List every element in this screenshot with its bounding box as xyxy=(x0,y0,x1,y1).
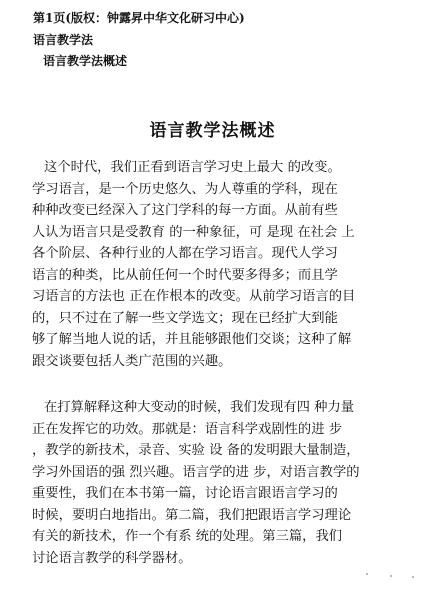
paragraph-1 xyxy=(32,157,402,372)
text-line: 习语言的方法也 正在作根本的改变。从前学习语言的目 xyxy=(32,289,356,304)
text-line: 够了解当地人说的话，并且能够跟他们交谈；这种了解 xyxy=(32,332,352,347)
chapter-title-line: 语言教学法概述 xyxy=(43,54,128,68)
scan-speck xyxy=(366,573,368,575)
scan-speck xyxy=(390,575,392,577)
text-line: 语言的种类，比从前任何一个时代要多得多；而且学 xyxy=(32,267,338,283)
scan-speck xyxy=(412,576,414,578)
text-line: 学习外国语的强 烈兴趣。语言学的进 步，对语言教学的 xyxy=(32,464,360,480)
text-line: 时候，要明白地指出。第二篇，我们把跟语言学习理论 xyxy=(32,507,352,523)
text-line: 跟交谈要包括人类广范围的兴趣。 xyxy=(32,353,232,369)
text-line: 种种改变已经深入了这门学科的每一方面。从前有些 xyxy=(32,203,338,218)
text-line: 这个时代，我们正看到语言学习史上最大 的改变。 xyxy=(44,160,341,175)
page-copyright-line: 第1页(版权：钟露昇中华文化研习中心) xyxy=(33,11,245,25)
book-title: 语言教学法 xyxy=(33,32,94,47)
text-line: 学习语言，是一个历史悠久、为人尊重的学科，现在 xyxy=(32,181,338,197)
text-line: 讨论语言教学的科学器材。 xyxy=(32,550,192,566)
text-line: 重要性，我们在本书第一篇，讨论语言跟语言学习的 xyxy=(32,486,338,501)
page-header xyxy=(33,8,245,73)
text-line: 有关的新技术，作一个有系 统的处理。第三篇，我们 xyxy=(32,529,343,544)
article-body xyxy=(32,157,402,569)
text-line: 的，只不过在了解一些文学选文；现在已经扩大到能 xyxy=(32,310,338,326)
text-line: 在打算解释这种大变动的时候，我们发现有四 种力量 xyxy=(44,400,355,415)
text-line: 人认为语言只是受教育 的一种象征，可 是现 在社会 上 xyxy=(32,224,355,240)
text-line: 各个阶层、各种行业的人都在学习语言。现代人学习 xyxy=(32,246,338,261)
text-line: ，教学的新技术，录音、实验 设 备的发明跟大量制造， xyxy=(32,443,360,458)
paragraph-2 xyxy=(32,397,402,569)
text-line: 正在发挥它的功效。那就是：语言科学戏剧性的进 步 xyxy=(32,421,343,437)
page-title: 语言教学法概述 xyxy=(149,121,276,141)
